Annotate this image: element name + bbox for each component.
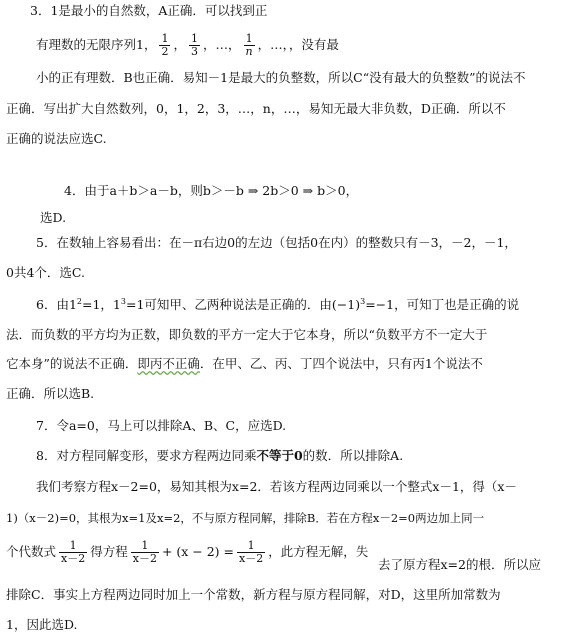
- fraction-numerator: 1: [247, 539, 255, 552]
- fraction-numerator: 1: [190, 32, 198, 45]
- superscript: 2: [76, 296, 82, 306]
- p4-line-1: 4．由于a＋b＞a－b，则b＞－b ⇒ 2b＞0 ⇒ b＞0，: [64, 183, 359, 198]
- p6-line-1: [36, 297, 519, 313]
- ellipsis: …，: [270, 37, 289, 52]
- separator: ，: [173, 37, 186, 52]
- p8-line-1a: 8．对方程同解变形，要求方程两边同乘: [36, 448, 257, 463]
- fraction-1-over-x-minus-2: [237, 540, 265, 565]
- fraction-numerator: 1: [161, 32, 169, 45]
- p8-bold-text: 不等于0: [256, 448, 303, 463]
- p8-line-2: 我们考察方程x－2=0，易知其根为x=2．若该方程两边同乘以一个整式x－1，得（x－: [36, 479, 517, 494]
- separator: ，: [202, 37, 216, 52]
- p5-line-2: 0共4个．选C.: [6, 265, 85, 280]
- p3-line-1: 3．1是最小的自然数，A正确．可以找到正: [30, 3, 268, 18]
- p6-line-2: 法．而负数的平方均为正数，即负数的平方一定大于它本身，所以“负数平方不一定大于: [6, 327, 488, 342]
- p8-line-4a: 个代数式: [6, 544, 57, 559]
- fraction-1-over-x-minus-2: [131, 540, 159, 565]
- p8-line-3: 1)（x－2)=0，其根为x=1及x=2，不与原方程同解，排除B．若在方程x－2=0两边加上同一: [6, 511, 485, 525]
- p3-line-4: 正确．写出扩大自然数列，0，1，2，3，…，n，…，易知无最大非负数，D正确．所以不: [6, 101, 506, 116]
- p7-line-1: 7．令a=0，马上可以排除A、B、C，应选D.: [36, 418, 287, 433]
- p8-line-4c: + (x − 2) =: [161, 544, 235, 559]
- p5-line-1: 5．在数轴上容易看出：在－π右边0的左边（包括0在内）的整数只有－3，－2，－1，: [36, 235, 517, 250]
- fraction-1-3: [189, 33, 200, 58]
- p8-line-4b: 得方程: [90, 544, 128, 559]
- p3-line-2-post: ，没有最: [288, 37, 339, 52]
- p3-line-2-pre: 有理数的无限序列1，: [36, 37, 157, 52]
- fraction-denominator: n: [245, 45, 253, 58]
- p8-line-6: 1，因此选D.: [6, 617, 78, 632]
- p4-line-2: 选D.: [40, 210, 67, 225]
- p8-line-5: 排除C．事实上方程两边同时加上一个常数，新方程与原方程同解，对D，这里所加常数为: [6, 587, 501, 602]
- fraction-numerator: 1: [69, 539, 77, 552]
- superscript: 3: [360, 296, 366, 306]
- fraction-numerator: 1: [141, 539, 149, 552]
- p6-line-1a: 6．由1: [36, 297, 77, 312]
- p3-line-3: 小的正有理数．B也正确．易知－1是最大的负整数，所以C“没有最大的负整数”的说法不: [36, 70, 526, 85]
- separator: ，: [257, 37, 271, 52]
- p8-line-1: [36, 448, 403, 464]
- fraction-denominator: x－2: [239, 552, 264, 565]
- p6-line-1d: =−1，可知丁也是正确的说: [365, 297, 520, 312]
- p8-line-4d: ，此方程无解，失: [268, 544, 369, 559]
- p6-line-4: 正确．所以选B.: [6, 386, 95, 401]
- p6-line-1c: =1可知甲、乙两种说法是正确的．由(−1): [125, 297, 361, 312]
- p6-highlight-text: 即丙不正确: [137, 356, 200, 371]
- p6-line-3: [6, 356, 483, 372]
- ellipsis: …，: [215, 37, 241, 52]
- p3-line-5: 正确的说法应选C.: [6, 131, 107, 146]
- fraction-denominator: 3: [190, 45, 198, 58]
- superscript: 3: [120, 296, 126, 306]
- p3-line-2: [36, 33, 339, 58]
- p6-line-1b: =1，1: [82, 297, 121, 312]
- p8-line-4: [6, 540, 368, 565]
- fraction-denominator: x－2: [61, 552, 86, 565]
- fraction-denominator: x－2: [132, 552, 157, 565]
- fraction-numerator: 1: [245, 32, 253, 45]
- p6-line-3a: 它本身”的说法不正确．: [6, 356, 138, 371]
- fraction-1-over-x-minus-2: [59, 540, 87, 565]
- fraction-1-2: [159, 33, 170, 58]
- p8-line-1c: 的数．所以排除A.: [302, 448, 404, 463]
- fraction-denominator: 2: [161, 45, 169, 58]
- p6-line-3c: ．在甲、乙、丙、丁四个说法中，只有丙1个说法不: [199, 356, 483, 371]
- p8-line-4e: 去了原方程x=2的根．所以应: [378, 557, 541, 572]
- fraction-1-n: [244, 33, 255, 58]
